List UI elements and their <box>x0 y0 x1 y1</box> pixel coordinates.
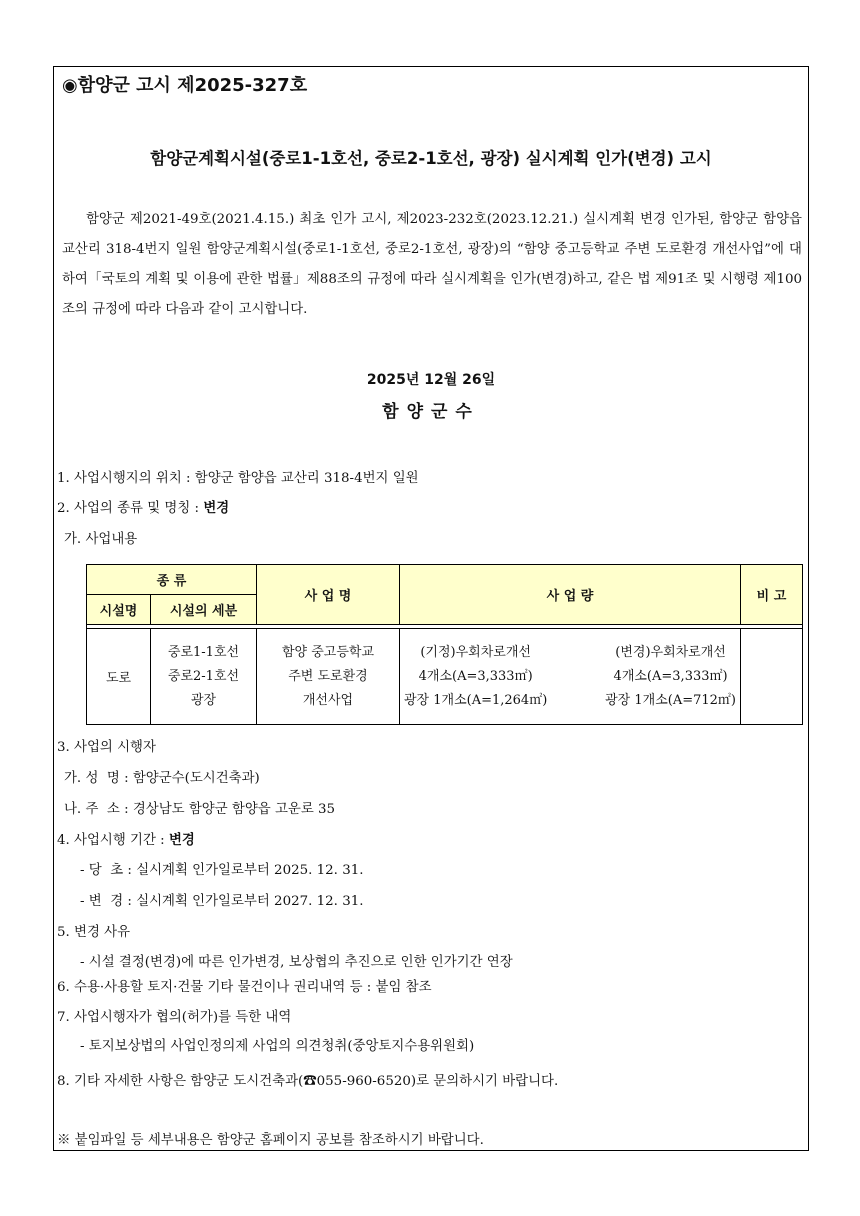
changed-line: 4개소(A=3,333㎡) <box>613 668 728 684</box>
issue-date: 2025년 12월 26일 <box>366 372 496 388</box>
cell-remark <box>741 629 803 725</box>
existing-line: 4개소(A=3,333㎡) <box>418 668 533 684</box>
header-type: 종 류 <box>87 565 257 595</box>
changed-line: 광장 1개소(A=712㎡) <box>605 692 736 708</box>
item-7a-detail: - 토지보상법의 사업인정의제 사업의 의견청취(중앙토지수용위원회) <box>80 1039 475 1054</box>
name-line: 개선사업 <box>302 692 354 708</box>
item-3-executor: 3. 사업의 시행자 <box>57 740 156 755</box>
issuer: 함양군수 <box>382 402 480 422</box>
item-4-period <box>57 829 195 848</box>
item-2-label: 2. 사업의 종류 및 명칭 : <box>57 501 204 516</box>
existing-line: (기정)우회차로개선 <box>420 644 531 660</box>
item-2-value: 변경 <box>203 501 230 516</box>
item-2-type <box>57 497 229 516</box>
name-line: 주변 도로환경 <box>288 668 368 684</box>
existing-line: 광장 1개소(A=1,264㎡) <box>404 692 548 708</box>
notice-number: ◉함양군 고시 제2025-327호 <box>62 75 308 96</box>
item-4-label: 4. 사업시행 기간 : <box>57 833 169 848</box>
cell-facility: 도로 <box>87 629 151 725</box>
intro-paragraph: 함양군 제2021-49호(2021.4.15.) 최초 인가 고시, 제2023-232호(2023.12.21.) 실시계획 변경 인가된, 함양군 함양읍 교산리 318-4번지 일원 함양군계획시설(중로1-1호선, 중로2-1호선, 광장)의 “함양 중고등학교 주변 도로환경 개선사업”에 대하여「국토의 계획 및 이용에 관한 법률」제88조의 규정에 따라 실시계획을 인가(변경)하고, 같은 법 제91조 및 시행령 제100조의 규정에 따라 다음과 같이 고시합니다. <box>62 212 802 317</box>
changed-line: (변경)우회차로개선 <box>615 644 726 660</box>
document-title: 함양군계획시설(중로1-1호선, 중로2-1호선, 광장) 실시계획 인가(변경) 고시 <box>150 149 712 168</box>
header-remark: 비 고 <box>741 565 803 625</box>
cell-detail <box>151 629 257 725</box>
amount-changed <box>605 641 736 713</box>
item-7-consultation: 7. 사업시행자가 협의(허가)를 득한 내역 <box>57 1010 292 1025</box>
detail-line: 광장 <box>190 692 217 708</box>
item-3a-name: 가. 성 명 : 함양군수(도시건축과) <box>64 771 260 786</box>
business-table <box>86 564 803 725</box>
item-3b-address: 나. 주 소 : 경상남도 함양군 함양읍 고운로 35 <box>64 802 336 817</box>
header-facility-detail: 시설의 세분 <box>151 595 257 625</box>
item-1-location: 1. 사업시행지의 위치 : 함양군 함양읍 교산리 318-4번지 일원 <box>57 471 419 486</box>
header-facility: 시설명 <box>87 595 151 625</box>
item-5-reason: 5. 변경 사유 <box>57 925 131 940</box>
detail-line: 중로2-1호선 <box>167 668 240 684</box>
document-frame <box>53 66 809 1151</box>
amount-existing <box>404 641 547 713</box>
detail-line: 중로1-1호선 <box>167 644 240 660</box>
item-4a-original: - 당 초 : 실시계획 인가일로부터 2025. 12. 31. <box>80 863 364 878</box>
item-8-contact: 8. 기타 자세한 사항은 함양군 도시건축과(☎055-960-6520)로 문의하시기 바랍니다. <box>57 1074 559 1089</box>
attachment-note: ※ 붙임파일 등 세부내용은 함양군 홈페이지 공보를 참조하시기 바랍니다. <box>57 1133 484 1148</box>
cell-business-amount <box>400 629 741 725</box>
header-business-name: 사 업 명 <box>257 565 400 625</box>
item-4b-changed: - 변 경 : 실시계획 인가일로부터 2027. 12. 31. <box>80 894 364 909</box>
cell-business-name <box>257 629 400 725</box>
item-5a-detail: - 시설 결정(변경)에 따른 인가변경, 보상협의 추진으로 인한 인가기간 연장 <box>80 955 513 970</box>
header-business-amount: 사 업 량 <box>400 565 741 625</box>
item-4-value: 변경 <box>168 833 195 848</box>
item-2a-content: 가. 사업내용 <box>64 532 138 547</box>
item-6-land: 6. 수용·사용할 토지·건물 기타 물건이나 권리내역 등 : 붙임 참조 <box>57 980 432 995</box>
name-line: 함양 중고등학교 <box>281 644 375 660</box>
